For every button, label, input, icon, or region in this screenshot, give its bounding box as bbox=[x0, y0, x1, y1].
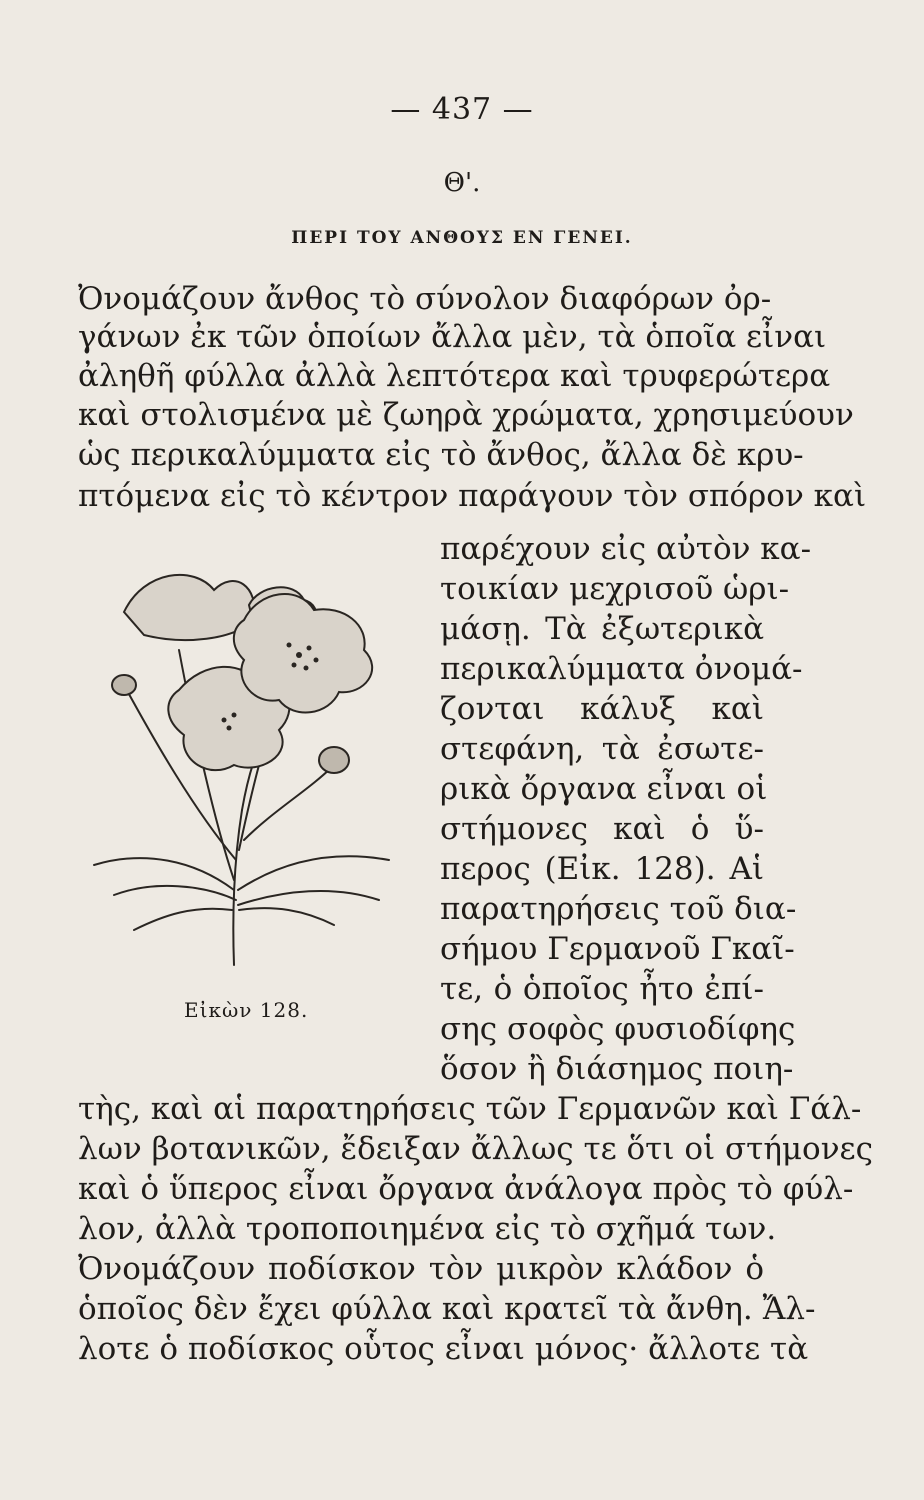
text-line: ρικὰ ὄργανα εἶναι οἱ bbox=[440, 771, 768, 807]
text-line: στεφάνη, τὰ ἐσωτε- bbox=[440, 731, 764, 767]
text-line: τε, ὁ ὁποῖος ἦτο ἐπί- bbox=[440, 971, 764, 1007]
flower-illustration bbox=[84, 560, 404, 980]
text-line: σης σοφὸς φυσιοδίφης bbox=[440, 1011, 796, 1047]
figure-caption: Εἰκὼν 128. bbox=[184, 998, 309, 1022]
section-heading: ΠΕΡΙ ΤΟΥ ΑΝΘΟΥΣ ΕΝ ΓΕΝΕΙ. bbox=[291, 228, 633, 248]
text-line: σήμου Γερμανοῦ Γκαῖ- bbox=[440, 931, 795, 967]
text-line: γάνων ἐκ τῶν ὁποίων ἄλλα μὲν, τὰ ὁποῖα εἶναι bbox=[78, 319, 827, 355]
chapter-number: Θ'. bbox=[443, 168, 481, 198]
text-line: τὴς, καὶ αἱ παρατηρήσεις τῶν Γερμανῶν καὶ Γάλ- bbox=[78, 1091, 862, 1127]
text-line: Ὀνομάζουν ἄνθος τὸ σύνολον διαφόρων ὀρ- bbox=[78, 281, 772, 317]
text-line: παρατηρήσεις τοῦ δια- bbox=[440, 891, 797, 927]
text-line: πτόμενα εἰς τὸ κέντρον παράγουν τὸν σπόρον καὶ bbox=[78, 478, 867, 514]
text-line: λων βοτανικῶν, ἔδειξαν ἄλλως τε ὅτι οἱ στήμονες bbox=[78, 1131, 873, 1167]
text-line: περος (Εἰκ. 128). Αἱ bbox=[440, 851, 764, 887]
text-line: Ὀνομάζουν ποδίσκον τὸν μικρὸν κλάδον ὁ bbox=[78, 1251, 764, 1287]
text-line: μάσῃ. Τὰ ἐξωτερικὰ bbox=[440, 611, 764, 647]
text-line: παρέχουν εἰς αὐτὸν κα- bbox=[440, 531, 812, 567]
text-line: λον, ἀλλὰ τροποποιημένα εἰς τὸ σχῆμά των. bbox=[78, 1211, 777, 1247]
text-line: ὁποῖος δὲν ἔχει φύλλα καὶ κρατεῖ τὰ ἄνθη. Ἄλ- bbox=[78, 1291, 816, 1327]
text-line: ἀληθῆ φύλλα ἀλλὰ λεπτότερα καὶ τρυφερώτερα bbox=[78, 358, 831, 394]
text-line: ὡς περικαλύμματα εἰς τὸ ἄνθος, ἄλλα δὲ κρυ- bbox=[78, 437, 804, 473]
text-line: στήμονες καὶ ὁ ὕ- bbox=[440, 811, 764, 847]
text-line: τοικίαν μεχρισοῦ ὡρι- bbox=[440, 571, 790, 607]
page-number: — 437 — bbox=[390, 92, 534, 127]
text-line: περικαλύμματα ὀνομά- bbox=[440, 651, 803, 687]
text-line: ζονται κάλυξ καὶ bbox=[440, 691, 764, 727]
text-line: λοτε ὁ ποδίσκος οὗτος εἶναι μόνος· ἄλλοτε τὰ bbox=[78, 1331, 809, 1367]
text-line: καὶ στολισμένα μὲ ζωηρὰ χρώματα, χρησιμεύουν bbox=[78, 397, 854, 433]
text-line: ὅσον ἢ διάσημος ποιη- bbox=[440, 1051, 794, 1087]
text-line: καὶ ὁ ὕπερος εἶναι ὄργανα ἀνάλογα πρὸς τὸ φύλ- bbox=[78, 1171, 854, 1207]
